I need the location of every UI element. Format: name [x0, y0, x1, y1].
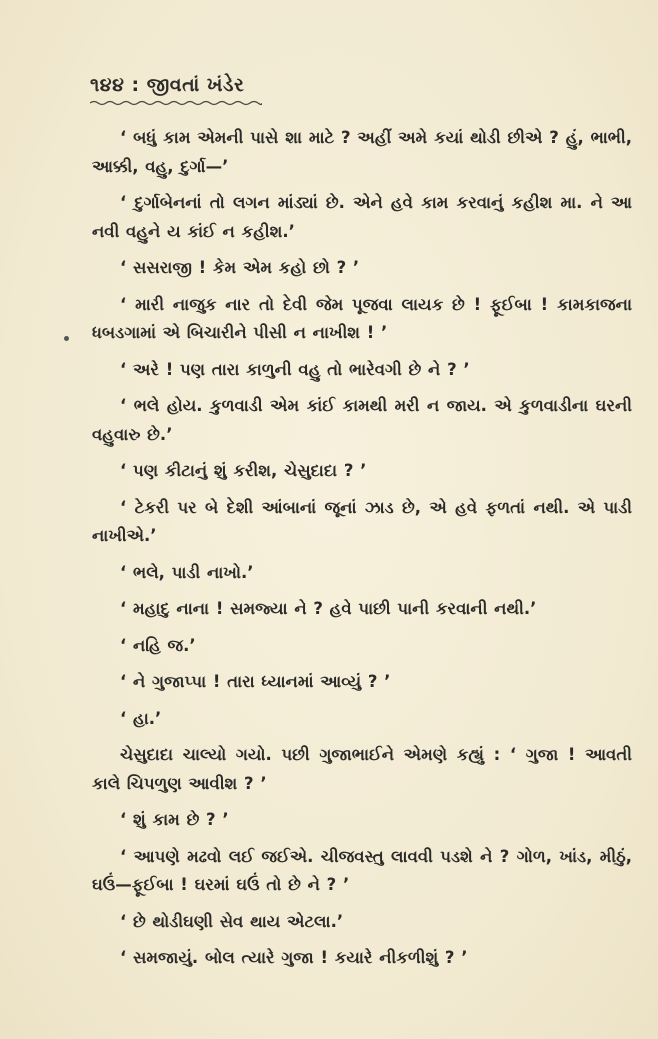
paragraph: ‘ ભલે, પાડી નાખો.’ — [120, 562, 254, 582]
paragraph: ‘ આપણે મઢવો લઈ જઈએ. ચીજવસ્તુ લાવવી પડશે ને ? ગોળ, ખાંડ, મીઠું, ઘઉં—ફૂઈબા ! ઘરમાં ઘઉં તો છે ને ? ’ — [92, 846, 639, 894]
body-text — [92, 124, 639, 981]
paragraph: ‘ શું કામ છે ? ’ — [120, 810, 229, 829]
paragraph: ‘ હા.’ — [120, 708, 162, 728]
paragraph: ‘ સમજાયું. બોલ ત્યારે ગુજા ! કયારે નીકળીશું ? ’ — [120, 948, 468, 967]
paragraph: ‘ પણ કીટાનું શું કરીશ, ચેસુદાદા ? ’ — [120, 461, 367, 480]
paragraph: ‘ મહાદુ નાના ! સમજ્યા ને ? હવે પાછી પાની કરવાની નથી.’ — [120, 599, 537, 618]
margin-dot — [64, 336, 69, 341]
page-header: ૧૪૪ : જીવતાં ખંડેર — [90, 74, 245, 96]
paragraph: ‘ છે થોડીઘણી સેવ થાય એટલા.’ — [120, 911, 344, 931]
paragraph: ‘ દુર્ગાબેનનાં તો લગન માંડ્યાં છે. એને હવે કામ કરવાનું કહીશ મા. ને આ નવી વહુને ય કાંઈ ન કહીશ.’ — [92, 193, 639, 241]
paragraph: ‘ ભલે હોય. કુળવાડી એમ કાંઈ કામથી મરી ન જાય. એ કુળવાડીના ઘરની વહુવારુ છે.’ — [92, 396, 639, 444]
paragraph: ચેસુદાદા ચાલ્યો ગયો. પછી ગુજાભાઈને એમણે કહ્યું : ‘ ગુજા ! આવતી કાલે ચિપળુણ આવીશ ? ’ — [92, 745, 639, 793]
paragraph: ‘ નહિ જ.’ — [120, 635, 196, 655]
paragraph: ‘ અરે ! પણ તારા કાળુની વહુ તો ભારેવગી છે ને ? ’ — [120, 359, 470, 379]
paragraph: ‘ ને ગુજાપ્પા ! તારા ધ્યાનમાં આવ્યું ? ’ — [120, 672, 391, 691]
paragraph: ‘ બધું કામ એમની પાસે શા માટે ? અહીં અમે કયાં થોડી છીએ ? હું, ભાભી, આક્કી, વહુ, દુર્ગા—’ — [92, 128, 639, 176]
paragraph: ‘ સસરાજી ! કેમ એમ કહો છો ? ’ — [120, 258, 360, 277]
paragraph: ‘ ટેકરી પર બે દેશી આંબાનાં જૂનાં ઝાડ છે, એ હવે ફળતાં નથી. એ પાડી નાખીએ.’ — [92, 497, 639, 545]
paragraph: ‘ મારી નાજુક નાર તો દેવી જેમ પૂજવા લાયક છે ! ફૂઈબા ! કામકાજના ધબડગામાં એ બિચારીને પીસી ન નાખીશ ! ’ — [92, 294, 639, 342]
header-wavy-rule — [90, 100, 262, 106]
